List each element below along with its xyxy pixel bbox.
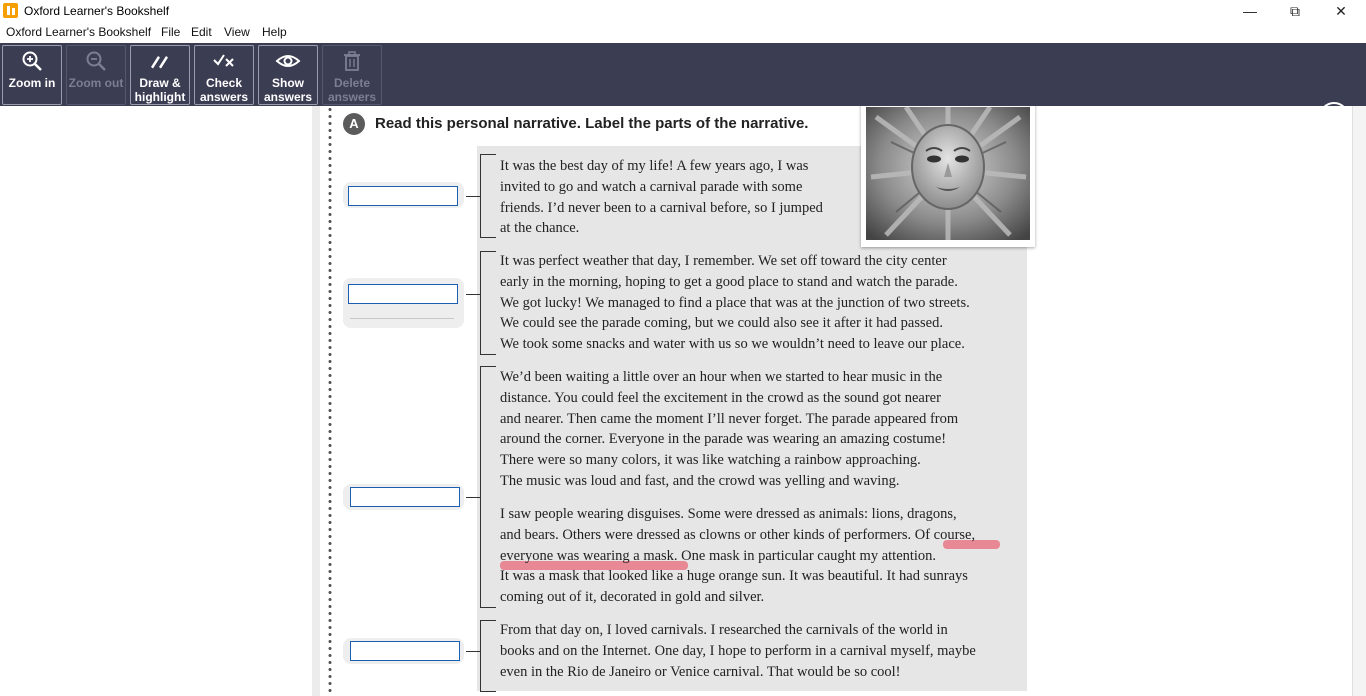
draw-highlight-button[interactable] [130,45,190,105]
text-line: coming out of it, decorated in gold and silver. [500,589,765,606]
text-line: It was a mask that looked like a huge orange sun. It was beautiful. It had sunrays [500,568,968,585]
text-line: friends. I’d never been to a carnival before, so I jumped [500,199,823,216]
show-answers-label-2: answers [263,90,313,104]
menu-app[interactable]: Oxford Learner's Bookshelf [6,25,152,39]
book-viewer[interactable] [0,106,1366,696]
zoom-out-icon [67,50,125,76]
delete-answers-label-2: answers [327,90,377,104]
delete-answers-label-1: Delete [333,76,371,90]
text-line: invited to go and watch a carnival parade with some [500,178,803,195]
photo-image [866,107,1030,240]
text-line: We could see the parade coming, but we could also see it after it had passed. [500,315,943,332]
narrative-paragraph-4 [500,504,975,608]
minimize-button[interactable]: — [1243,3,1257,19]
pen-icon [131,50,189,76]
text-line: I saw people wearing disguises. Some were dressed as animals: lions, dragons, [500,506,957,522]
part-label-input-3[interactable] [350,487,460,507]
delete-answers-button[interactable] [322,45,382,105]
draw-highlight-label-2: highlight [134,90,186,104]
text-line: distance. You could feel the excitement in the crowd as the sound got nearer [500,389,941,406]
narrative-paragraph-2 [500,251,970,355]
text-line: everyone was wearing a mask. One mask in particular caught my attention. [500,547,937,564]
page-spine-dots [327,106,333,696]
toolbar [0,43,1366,106]
show-answers-button[interactable] [258,45,318,105]
narrative-paragraph-5 [500,620,976,682]
menu-view[interactable]: View [224,25,250,39]
draw-highlight-label-1: Draw & [139,76,181,90]
app-logo-icon [3,3,18,18]
text-line: It was perfect weather that day, I remember. We set off toward the city center [500,253,947,269]
part-label-input-2[interactable] [348,284,458,304]
zoom-in-icon [3,50,61,76]
narrative-paragraph-3 [500,367,958,492]
menu-edit[interactable]: Edit [191,25,212,39]
part-label-input-1[interactable] [348,186,458,206]
connector-part-2 [466,294,480,295]
text-line: We’d been waiting a little over an hour when we started to hear music in the [500,369,943,385]
sun-mask-photo [861,106,1035,247]
connector-part-1 [466,196,480,197]
bracket-part-4 [480,620,496,692]
book-page [320,106,1352,696]
text-line: around the corner. Everyone in the parade was wearing an amazing costume! [500,431,947,448]
show-answers-label-1: Show [272,76,304,90]
close-window-button[interactable]: ✕ [1335,3,1347,19]
part-label-input-4[interactable] [350,641,460,661]
exercise-badge: A [343,113,365,135]
text-line: We got lucky! We managed to find a place that was at the junction of two streets. [500,294,970,311]
bracket-part-3 [480,366,496,608]
bracket-part-2 [480,251,496,355]
zoom-in-label: Zoom in [8,76,56,90]
text-line: at the chance. [500,220,580,237]
bracket-part-1 [480,154,496,238]
menu-bar [0,22,1366,43]
text-line: and nearer. Then came the moment I’ll never forget. The parade appeared from [500,410,959,427]
zoom-out-button[interactable] [66,45,126,105]
text-line: It was the best day of my life! A few years ago, I was [500,158,809,174]
page-edge [312,106,320,696]
trash-icon [323,50,381,76]
text-line: The music was loud and fast, and the crowd was yelling and waving. [500,472,900,489]
text-line: early in the morning, hoping to get a good place to stand and watch the parade. [500,273,958,290]
restore-button[interactable]: ⧉ [1290,3,1300,19]
menu-help[interactable]: Help [262,25,287,39]
narrative-paragraph-1 [500,156,823,239]
title-bar [0,0,1366,22]
text-line: There were so many colors, it was like watching a rainbow approaching. [500,452,921,469]
check-answers-label-2: answers [199,90,249,104]
text-line: books and on the Internet. One day, I hope to perform in a carnival myself, maybe [500,642,976,659]
zoom-in-button[interactable] [2,45,62,105]
connector-part-3 [466,497,480,498]
text-line: From that day on, I loved carnivals. I researched the carnivals of the world in [500,622,948,638]
label-slot-divider [350,318,454,319]
vertical-scrollbar[interactable] [1352,106,1366,696]
text-line: even in the Rio de Janeiro or Venice carnival. That would be so cool! [500,663,901,680]
check-answers-label-1: Check [205,76,243,90]
connector-part-4 [466,651,480,652]
menu-file[interactable]: File [161,25,181,39]
text-line: We took some snacks and water with us so we wouldn’t need to leave our place. [500,336,965,353]
window-title: Oxford Learner's Bookshelf [24,4,170,18]
eye-icon [259,50,317,76]
check-cross-icon [195,50,253,76]
text-line: and bears. Others were dressed as clowns or other kinds of performers. Of course, [500,526,976,543]
exercise-instruction: Read this personal narrative. Label the parts of the narrative. [375,115,809,132]
zoom-out-label: Zoom out [68,76,124,90]
check-answers-button[interactable] [194,45,254,105]
